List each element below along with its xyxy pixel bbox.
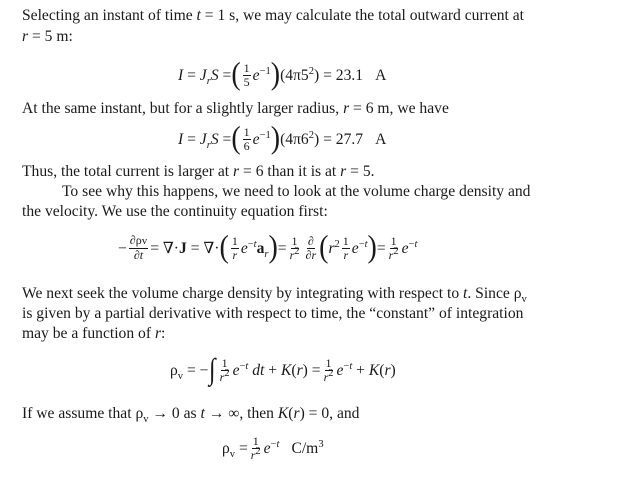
- para4-line1: We next seek the volume charge density by integrating with respect to t. Since $\rho_v$: [22, 285, 527, 306]
- para1-line2: r = 5 m:: [22, 28, 73, 45]
- equation-integration: $\rho_v$ = − ∫ $\frac{1}{r2}$ $e^{-t}$ dt + K(r) = $\frac{1}{r2}$ $e^{-t} + K(r)$: [170, 353, 396, 386]
- para4-line2: is given by a partial derivative with respect to time, the “constant” of integration: [22, 305, 524, 322]
- para4-line3: may be a function of r:: [22, 325, 166, 342]
- para3-line1: Thus, the total current is larger at r = 6 than it is at r = 5.: [22, 163, 375, 180]
- equation-current-r6: $I = J_rS$ = ( $\frac{1}{6}$ $e^{-1}$ ) $(4\pi 6^2) = 27.7$ A: [178, 120, 387, 157]
- para2-line: At the same instant, but for a slightly larger radius, r = 6 m, we have: [22, 100, 449, 117]
- para5-line: If we assume that $\rho_v \to 0$ as t → ∞, then K(r) = 0, and: [22, 405, 360, 426]
- equation-continuity: − $\frac{\partial\rho v}{\partial t}$ = ∇·J = ∇· ( $\frac{1}{r}$ $e^{-t}a_r$ ) = $\frac{1}{r2}$ $\frac{\partial}{\partial r}$ ( $r^2$ $\frac{1}{r}$ $e^{-t}$ ) = $\frac{1}{r2}$ $e^{-t}$: [118, 229, 418, 266]
- equation-current-r5: $I = J_rS$ = ( $\frac{1}{5}$ $e^{-1}$ ) $(4\pi 5^2) = 23.1$ A: [178, 56, 387, 93]
- para3-line3: the velocity. We use the continuity equation first:: [22, 203, 328, 220]
- para1-line1: Selecting an instant of time t = 1 s, we may calculate the total outward current at: [22, 7, 525, 24]
- equation-charge-density: $\rho_v$ = $\frac{1}{r2}$ $e^{-t}$ $C/m^3$: [222, 433, 324, 462]
- para3-line2: To see why this happens, we need to look at the volume charge density and: [62, 183, 531, 200]
